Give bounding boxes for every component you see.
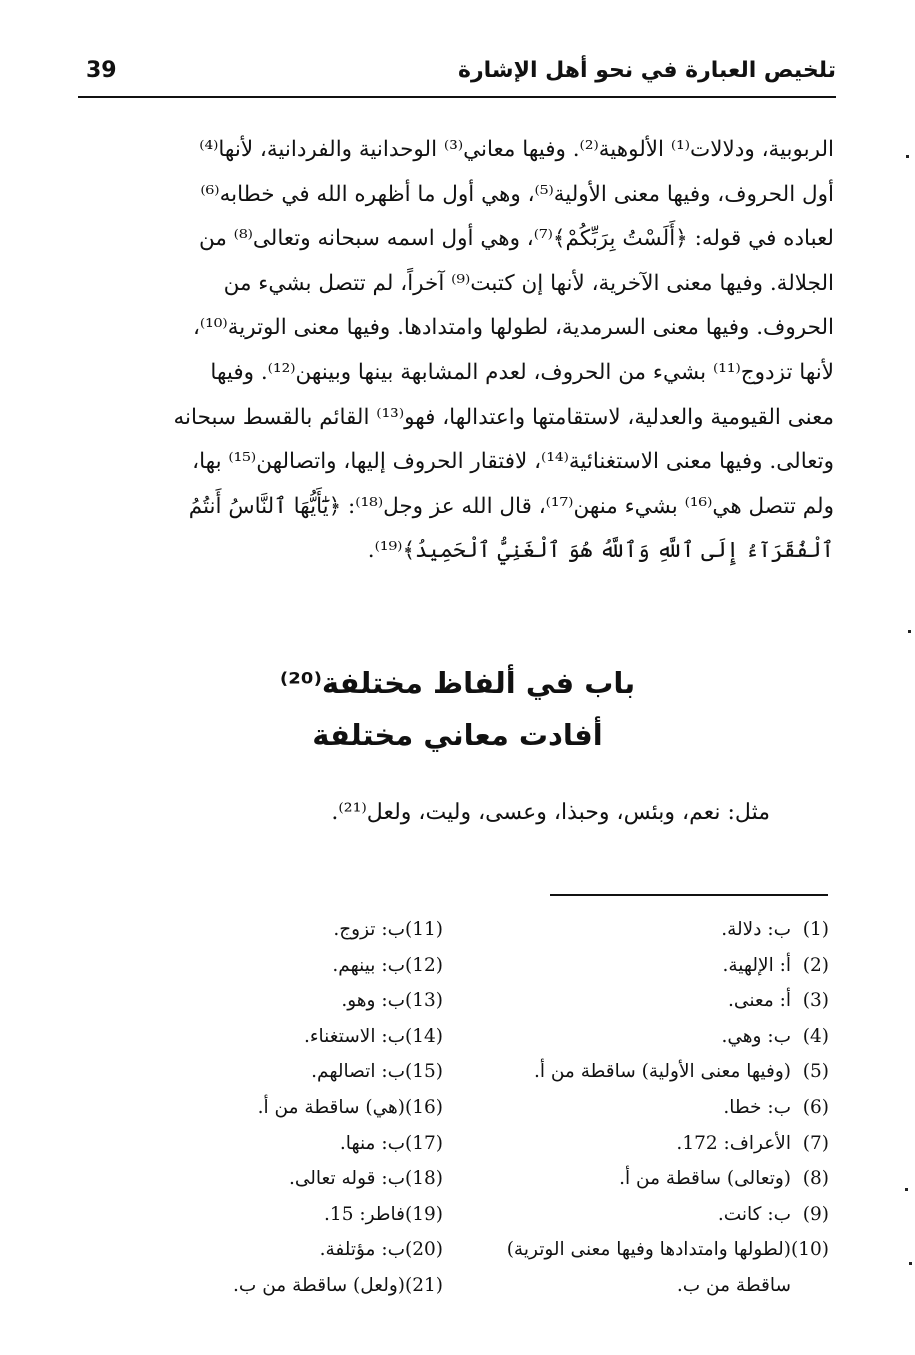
footnote-item bbox=[203, 1090, 443, 1126]
footnote-number: (17) bbox=[405, 1132, 443, 1154]
body-line: أول الحروف، وفيها معنى الأولية⁽⁵⁾، وهي أول ما أظهره الله في خطابه⁽⁶⁾ bbox=[200, 181, 834, 207]
footnote-item bbox=[509, 912, 829, 948]
footnote-item bbox=[203, 948, 443, 984]
footnote-number: (19) bbox=[405, 1203, 443, 1225]
footnote-text: ب: تزوج. bbox=[333, 919, 405, 940]
footnote-item bbox=[203, 1197, 443, 1233]
scan-speck bbox=[908, 630, 911, 633]
body-line: لعباده في قوله: ﴿أَلَسْتُ بِرَبِّكُمْ﴾⁽⁷⁾، وهي أول اسمه سبحانه وتعالى⁽⁸⁾ من bbox=[198, 226, 834, 252]
footnote-number: (7) bbox=[802, 1132, 829, 1154]
footnote-item bbox=[506, 1232, 829, 1268]
body-line: ٱلْفُقَرَآءُ إِلَى ٱللَّهِ وَٱللَّهُ هُوَ ٱلْغَنِيُّ ٱلْحَمِيدُ﴾⁽¹⁹⁾. bbox=[367, 538, 834, 564]
footnote-text: ب: قوله تعالى. bbox=[288, 1168, 405, 1190]
heading-line-2: أفادت معاني مختلفة bbox=[312, 718, 603, 752]
footnote-text: ب: وهي. bbox=[721, 1025, 791, 1047]
body-line: الربوبية، ودلالات⁽¹⁾ الألوهية⁽²⁾. وفيها معاني⁽³⁾ الوحدانية والفردانية، لأنها⁽⁴⁾ bbox=[199, 137, 834, 162]
footnote-text: أ: معنى. bbox=[728, 990, 791, 1012]
section-heading bbox=[0, 657, 915, 761]
scan-speck bbox=[905, 1188, 908, 1191]
footnote-item bbox=[509, 1268, 829, 1304]
footnote-item bbox=[509, 1090, 829, 1126]
running-title: تلخيص العبارة في نحو أهل الإشارة bbox=[458, 58, 836, 83]
scan-speck bbox=[906, 155, 909, 158]
footnote-item bbox=[509, 1197, 829, 1233]
footnote-number: (13) bbox=[405, 990, 443, 1012]
footnote-text: ب: كانت. bbox=[717, 1203, 791, 1225]
footnote-number: (16) bbox=[405, 1096, 443, 1118]
page-header bbox=[78, 58, 836, 96]
scan-speck bbox=[909, 1262, 912, 1265]
footnote-text: (وفيها معنى الأولية) ساقطة من أ. bbox=[533, 1061, 791, 1083]
footnote-number: (11) bbox=[405, 919, 443, 940]
footnote-number: (5) bbox=[802, 1061, 829, 1083]
footnote-item bbox=[203, 1268, 443, 1304]
footnote-number: (18) bbox=[405, 1168, 443, 1190]
heading-line-1: باب في ألفاظ مختلفة⁽²⁰⁾ bbox=[279, 666, 636, 700]
footnote-item bbox=[203, 1161, 443, 1197]
footnote-text: فاطر: 15. bbox=[324, 1203, 405, 1225]
footnote-number: (4) bbox=[802, 1025, 829, 1047]
footnote-text: ب: منها. bbox=[339, 1132, 405, 1154]
body-line: الجلالة. وفيها معنى الآخرية، لأنها إن كتبت⁽⁹⁾ آخراً، لم تتصل بشيء من bbox=[223, 270, 834, 296]
footnote-item bbox=[203, 983, 443, 1019]
footnote-item bbox=[509, 1019, 829, 1055]
body-line: لأنها تزدوج⁽¹¹⁾ بشيء من الحروف، لعدم المشابهة بينها وبينهن⁽¹²⁾. وفيها bbox=[210, 359, 834, 385]
footnote-text: ب: دلالة. bbox=[721, 919, 791, 940]
body-line: وتعالى. وفيها معنى الاستغنائية⁽¹⁴⁾، لافتقار الحروف إليها، واتصالهن⁽¹⁵⁾ بها، bbox=[192, 449, 834, 475]
footnote-number: (12) bbox=[405, 954, 443, 976]
footnote-number: (15) bbox=[405, 1061, 443, 1083]
footnote-text: الأعراف: 172. bbox=[676, 1132, 791, 1154]
footnote-item bbox=[203, 1054, 443, 1090]
footnote-item bbox=[203, 1126, 443, 1162]
footnote-item bbox=[203, 1232, 443, 1268]
body-line: معنى القيومية والعدلية، لاستقامتها واعتدالها، فهو⁽¹³⁾ القائم بالقسط سبحانه bbox=[173, 404, 834, 430]
footnote-number: (21) bbox=[405, 1274, 443, 1296]
example-line: مثل: نعم، وبئس، وحبذا، وعسى، وليت، ولعل⁽²¹⁾. bbox=[331, 800, 770, 825]
footnote-text: (هي) ساقطة من أ. bbox=[257, 1096, 405, 1118]
footnote-text: ب: بينهم. bbox=[332, 954, 405, 976]
footnote-item bbox=[509, 948, 829, 984]
footnote-text: ب: وهو. bbox=[341, 990, 405, 1012]
footnote-item bbox=[203, 1019, 443, 1055]
footnote-item bbox=[509, 1161, 829, 1197]
main-paragraph bbox=[82, 128, 834, 574]
page-number: 39 bbox=[86, 58, 117, 83]
header-rule bbox=[78, 96, 836, 98]
footnote-text: (لطولها وامتدادها وفيها معنى الوترية) bbox=[506, 1239, 791, 1261]
footnote-text: ب: مؤتلفة. bbox=[319, 1239, 405, 1261]
footnote-text: ب: الاستغناء. bbox=[303, 1025, 405, 1047]
body-line: ولم تتصل هي⁽¹⁶⁾ بشيء منهن⁽¹⁷⁾، قال الله عز وجل⁽¹⁸⁾: ﴿يَٰٓأَيُّهَا ٱلنَّاسُ أَنتُمُ bbox=[188, 493, 834, 519]
footnote-text: ب: خطا. bbox=[723, 1096, 791, 1118]
footnote-number: (8) bbox=[802, 1168, 829, 1190]
body-line: الحروف. وفيها معنى السرمدية، لطولها وامتدادها. وفيها معنى الوترية⁽¹⁰⁾، bbox=[192, 315, 834, 341]
footnote-item bbox=[509, 1126, 829, 1162]
footnote-number: (14) bbox=[405, 1025, 443, 1047]
footnote-number: (1) bbox=[802, 919, 829, 940]
footnote-number: (6) bbox=[802, 1096, 829, 1118]
footnote-text: (ولعل) ساقطة من ب. bbox=[233, 1274, 405, 1296]
footnotes-right-column bbox=[506, 912, 829, 1304]
footnote-text: (وتعالى) ساقطة من أ. bbox=[619, 1168, 791, 1190]
footnote-number: (3) bbox=[802, 990, 829, 1012]
footnotes-left-column bbox=[203, 912, 443, 1304]
footnote-number: (2) bbox=[802, 954, 829, 976]
footnote-number: (10) bbox=[791, 1239, 829, 1261]
footnote-text: ساقطة من ب. bbox=[676, 1274, 791, 1296]
footnote-separator bbox=[550, 894, 828, 896]
footnote-text: ب: اتصالهم. bbox=[311, 1061, 405, 1083]
footnote-item bbox=[509, 1054, 829, 1090]
footnote-item bbox=[203, 912, 443, 948]
footnote-item bbox=[509, 983, 829, 1019]
footnote-number: (20) bbox=[405, 1239, 443, 1261]
footnote-number: (9) bbox=[802, 1203, 829, 1225]
footnote-text: أ: الإلهية. bbox=[722, 954, 791, 976]
